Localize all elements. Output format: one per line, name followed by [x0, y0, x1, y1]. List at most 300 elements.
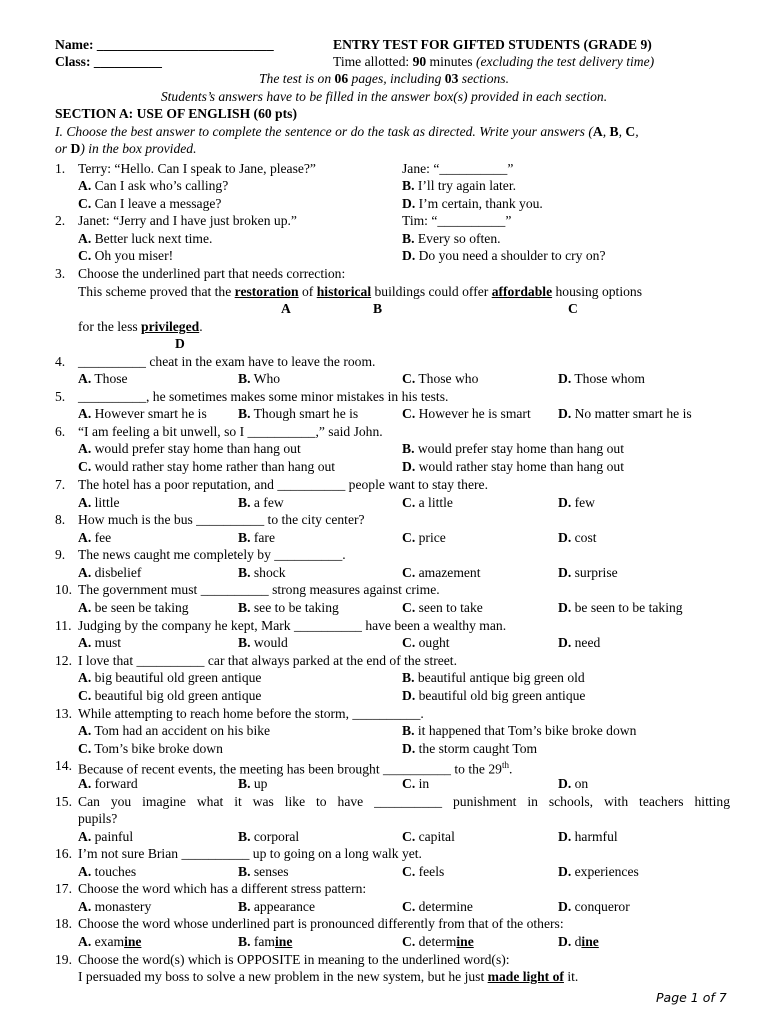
- text-segment: C.: [402, 829, 416, 844]
- text-column: [78, 933, 141, 950]
- text-segment: C.: [402, 776, 416, 791]
- text-column: [78, 177, 228, 194]
- text-column: [78, 634, 121, 651]
- text-column: [78, 388, 448, 405]
- text-line: [0, 70, 768, 87]
- text-segment: ,: [635, 124, 639, 139]
- text-segment: B.: [238, 600, 251, 615]
- text-segment: Better luck next time.: [91, 231, 213, 246]
- text-column: [402, 599, 483, 616]
- text-segment: A.: [78, 441, 92, 456]
- text-segment: price: [415, 530, 446, 545]
- text-segment: 9.: [55, 547, 66, 562]
- text-column: [558, 370, 645, 387]
- text-segment: C.: [78, 196, 92, 211]
- text-column: [78, 687, 261, 704]
- text-column: [402, 177, 516, 194]
- text-segment: d: [571, 934, 582, 949]
- text-segment: would: [250, 635, 288, 650]
- text-segment: D.: [402, 196, 416, 211]
- text-column: [238, 529, 275, 546]
- text-segment: see to be taking: [250, 600, 339, 615]
- text-column: [558, 529, 597, 546]
- text-column: [55, 546, 65, 563]
- text-column: [558, 405, 692, 422]
- text-segment: B.: [238, 406, 251, 421]
- text-segment: C: [568, 301, 578, 316]
- text-segment: D.: [558, 495, 572, 510]
- text-column: [78, 828, 133, 845]
- text-segment: 14.: [55, 758, 72, 773]
- text-column: [78, 705, 424, 722]
- text-segment: B.: [238, 776, 251, 791]
- text-column: [402, 740, 537, 757]
- text-column: [78, 722, 270, 739]
- text-segment: D.: [402, 688, 416, 703]
- text-segment: A: [281, 301, 291, 316]
- text-segment: determine: [415, 899, 473, 914]
- text-segment: D.: [558, 864, 572, 879]
- text-column: [55, 160, 65, 177]
- text-column: [78, 757, 512, 778]
- text-segment: C: [625, 124, 636, 139]
- text-column: [558, 599, 683, 616]
- text-segment: A.: [78, 371, 92, 386]
- text-segment: C.: [402, 530, 416, 545]
- text-column: [78, 617, 506, 634]
- text-segment: beautiful big old green antique: [91, 688, 262, 703]
- text-segment: Choose the word which has a different stress pattern:: [78, 881, 367, 896]
- text-segment: little: [91, 495, 120, 510]
- text-column: [558, 933, 599, 950]
- text-column: [78, 440, 301, 457]
- text-segment: The test is on: [259, 71, 335, 86]
- text-column: [78, 265, 345, 282]
- text-segment: B.: [238, 934, 251, 949]
- text-segment: D.: [402, 248, 416, 263]
- text-column: [78, 546, 346, 563]
- text-segment: must: [91, 635, 122, 650]
- text-column: [78, 529, 111, 546]
- text-segment: B.: [238, 829, 251, 844]
- text-column: [78, 195, 221, 212]
- text-column: [55, 388, 65, 405]
- text-segment: big beautiful old green antique: [91, 670, 262, 685]
- text-column: [373, 300, 382, 317]
- text-segment: I. Choose the best answer to complete the sentence or do the task as directed. Write your answers (: [55, 124, 593, 139]
- text-segment: ENTRY TEST FOR GIFTED STUDENTS (GRADE 9): [333, 37, 652, 52]
- text-segment: Those who: [415, 371, 479, 386]
- text-segment: B.: [238, 565, 251, 580]
- text-segment: monastery: [91, 899, 152, 914]
- text-segment: How much is the bus __________ to the city center?: [78, 512, 365, 527]
- text-column: [402, 898, 473, 915]
- text-column: [55, 476, 65, 493]
- text-segment: 2.: [55, 213, 66, 228]
- text-segment: D.: [558, 406, 572, 421]
- text-column: [55, 617, 72, 634]
- text-column: [78, 476, 488, 493]
- text-segment: C.: [402, 864, 416, 879]
- text-segment: beautiful antique big green old: [414, 670, 585, 685]
- text-column: [402, 722, 636, 739]
- text-column: [402, 195, 543, 212]
- text-segment: C.: [402, 406, 416, 421]
- text-segment: B.: [238, 864, 251, 879]
- text-segment: SECTION A: USE OF ENGLISH (60 pts): [55, 106, 297, 121]
- text-segment: Tom had an accident on his bike: [91, 723, 271, 738]
- text-column: [238, 863, 289, 880]
- text-column: [558, 564, 618, 581]
- text-segment: However smart he is: [91, 406, 207, 421]
- text-segment: on: [571, 776, 589, 791]
- text-segment: The news caught me completely by __________.: [78, 547, 346, 562]
- text-segment: A.: [78, 829, 92, 844]
- text-segment: 6.: [55, 424, 66, 439]
- text-segment: .: [199, 319, 203, 334]
- text-segment: D.: [558, 934, 572, 949]
- text-column: [558, 863, 639, 880]
- text-segment: C.: [78, 741, 92, 756]
- text-column: [55, 140, 196, 157]
- text-column: [78, 845, 422, 862]
- text-segment: Tim: “__________”: [402, 213, 512, 228]
- text-segment: C.: [78, 248, 92, 263]
- text-segment: A.: [78, 635, 92, 650]
- text-segment: cost: [571, 530, 597, 545]
- text-segment: seen to take: [415, 600, 483, 615]
- text-segment: Though smart he is: [250, 406, 359, 421]
- text-segment: Can you imagine what it was like to have __________ punishment in schools, with teachers hitting: [78, 794, 730, 809]
- text-segment: B.: [402, 723, 415, 738]
- text-segment: C.: [402, 899, 416, 914]
- text-column: [238, 775, 267, 792]
- text-segment: fare: [250, 530, 275, 545]
- text-segment: I persuaded my boss to solve a new problem in the new system, but he just: [78, 969, 488, 984]
- text-column: [78, 423, 383, 440]
- text-column: [55, 880, 72, 897]
- text-segment: A.: [78, 565, 92, 580]
- text-segment: D.: [558, 899, 572, 914]
- text-segment: a little: [415, 495, 453, 510]
- text-segment: ine: [456, 934, 474, 949]
- text-segment: senses: [250, 864, 289, 879]
- text-segment: for the less: [78, 319, 142, 334]
- text-segment: I’m not sure Brian __________ up to going on a long walk yet.: [78, 846, 422, 861]
- text-segment: B: [373, 301, 383, 316]
- text-segment: “I am feeling a bit unwell, so I __________,” said John.: [78, 424, 383, 439]
- text-column: [78, 863, 136, 880]
- text-segment: ,: [602, 124, 610, 139]
- text-segment: B.: [402, 670, 415, 685]
- text-segment: Choose the underlined part that needs correction:: [78, 266, 346, 281]
- text-column: [402, 440, 624, 457]
- text-column: [78, 405, 207, 422]
- text-segment: 11.: [55, 618, 72, 633]
- text-column: [55, 845, 72, 862]
- text-segment: feels: [415, 864, 445, 879]
- text-column: [78, 370, 128, 387]
- text-column: [558, 634, 600, 651]
- text-segment: it happened that Tom’s bike broke down: [414, 723, 637, 738]
- text-segment: shock: [250, 565, 286, 580]
- text-segment: Janet: “Jerry and I have just broken up.”: [78, 213, 297, 228]
- text-segment: fee: [91, 530, 112, 545]
- text-segment: Choose the word whose underlined part is pronounced differently from that of the others:: [78, 916, 564, 931]
- text-column: [78, 968, 578, 985]
- text-segment: would rather stay home rather than hang out: [91, 459, 336, 474]
- text-segment: I’m certain, thank you.: [415, 196, 543, 211]
- text-column: [402, 370, 478, 387]
- text-segment: Oh you miser!: [91, 248, 174, 263]
- text-column: [55, 511, 65, 528]
- text-column: [55, 423, 65, 440]
- text-segment: C.: [78, 459, 92, 474]
- text-segment: A: [592, 124, 603, 139]
- text-segment: A.: [78, 670, 92, 685]
- text-column: [78, 247, 173, 264]
- text-segment: 15.: [55, 794, 72, 809]
- text-segment: A.: [78, 723, 92, 738]
- text-segment: B: [609, 124, 619, 139]
- text-segment: Tom’s bike broke down: [91, 741, 223, 756]
- text-segment: disbelief: [91, 565, 142, 580]
- text-segment: B.: [238, 635, 251, 650]
- text-segment: A.: [78, 600, 92, 615]
- text-segment: 16.: [55, 846, 72, 861]
- text-segment: affordable: [491, 284, 553, 299]
- text-segment: 7.: [55, 477, 66, 492]
- text-segment: fam: [250, 934, 276, 949]
- text-column: [558, 828, 618, 845]
- text-segment: restoration: [234, 284, 299, 299]
- text-column: [78, 915, 564, 932]
- text-segment: D.: [558, 600, 572, 615]
- text-segment: housing options: [552, 284, 642, 299]
- text-column: [55, 353, 65, 370]
- text-segment: D.: [558, 371, 572, 386]
- text-segment: need: [571, 635, 601, 650]
- text-segment: touches: [91, 864, 137, 879]
- text-segment: While attempting to reach home before the storm, __________.: [78, 706, 424, 721]
- text-segment: Who: [250, 371, 281, 386]
- text-column: [55, 951, 72, 968]
- text-segment: __________ cheat in the exam have to leave the room.: [78, 354, 376, 369]
- text-segment: ine: [275, 934, 293, 949]
- text-segment: be seen be taking: [91, 600, 189, 615]
- text-column: [78, 160, 316, 177]
- text-segment: 90: [412, 54, 427, 69]
- text-segment: The hotel has a poor reputation, and __________ people want to stay there.: [78, 477, 488, 492]
- text-column: [55, 705, 72, 722]
- text-segment: B.: [402, 178, 415, 193]
- text-column: [55, 105, 297, 122]
- text-column: [55, 757, 72, 774]
- text-segment: Choose the word(s) which is OPPOSITE in meaning to the underlined word(s):: [78, 952, 510, 967]
- text-segment: Time allotted:: [333, 54, 413, 69]
- text-segment: A.: [78, 864, 92, 879]
- text-column: [78, 898, 151, 915]
- text-segment: 1.: [55, 161, 66, 176]
- text-column: [78, 951, 510, 968]
- text-segment: of: [298, 284, 317, 299]
- text-column: [402, 564, 481, 581]
- text-column: [78, 740, 223, 757]
- text-segment: The government must __________ strong measures against crime.: [78, 582, 440, 597]
- text-segment: harmful: [571, 829, 618, 844]
- text-segment: A.: [78, 530, 92, 545]
- text-segment: Those: [91, 371, 128, 386]
- text-column: [238, 933, 292, 950]
- text-column: [558, 775, 588, 792]
- text-segment: 18.: [55, 916, 72, 931]
- text-column: [78, 793, 730, 810]
- text-segment: a few: [250, 495, 284, 510]
- text-segment: 3.: [55, 266, 66, 281]
- text-segment: determ: [415, 934, 457, 949]
- text-column: [238, 564, 286, 581]
- text-segment: No matter smart he is: [571, 406, 692, 421]
- text-column: [238, 494, 284, 511]
- text-column: [78, 353, 375, 370]
- text-column: [55, 581, 72, 598]
- text-segment: conqueror: [571, 899, 630, 914]
- text-column: [402, 247, 605, 264]
- text-segment: would rather stay home than hang out: [415, 459, 624, 474]
- text-segment: up: [250, 776, 268, 791]
- text-segment: B.: [402, 231, 415, 246]
- text-segment: ine: [581, 934, 599, 949]
- text-segment: made light of: [487, 969, 564, 984]
- text-column: [402, 160, 513, 177]
- text-segment: ine: [124, 934, 142, 949]
- text-column: [78, 775, 138, 792]
- text-segment: This scheme proved that the: [78, 284, 235, 299]
- text-column: [558, 494, 595, 511]
- page-number: Page 1 of 7: [656, 990, 727, 1005]
- text-segment: Jane: “__________”: [402, 161, 514, 176]
- text-segment: beautiful old big green antique: [415, 688, 586, 703]
- text-segment: B.: [238, 899, 251, 914]
- text-column: [78, 511, 365, 528]
- text-column: [55, 212, 65, 229]
- text-segment: privileged: [141, 319, 200, 334]
- text-segment: 13.: [55, 706, 72, 721]
- text-column: [568, 300, 578, 317]
- text-column: [55, 793, 72, 810]
- text-segment: A.: [78, 934, 92, 949]
- text-segment: D.: [558, 635, 572, 650]
- text-segment: experiences: [571, 864, 639, 879]
- text-segment: A.: [78, 406, 92, 421]
- text-segment: be seen to be taking: [571, 600, 683, 615]
- text-segment: pupils?: [78, 811, 118, 826]
- text-segment: A.: [78, 231, 92, 246]
- text-segment: Those whom: [571, 371, 645, 386]
- text-segment: (excluding the test delivery time): [476, 54, 655, 69]
- text-segment: Judging by the company he kept, Mark __________ have been a wealthy man.: [78, 618, 507, 633]
- text-segment: B.: [238, 530, 251, 545]
- text-segment: __________, he sometimes makes some minor mistakes in his tests.: [78, 389, 449, 404]
- text-column: [78, 652, 457, 669]
- text-segment: D.: [402, 741, 416, 756]
- text-segment: forward: [91, 776, 138, 791]
- text-segment: C.: [402, 635, 416, 650]
- text-segment: C.: [402, 495, 416, 510]
- text-segment: it.: [563, 969, 579, 984]
- text-column: [78, 283, 642, 300]
- text-column: [238, 828, 299, 845]
- text-segment: would prefer stay home than hang out: [414, 441, 624, 456]
- text-segment: C.: [402, 565, 416, 580]
- text-column: [55, 652, 72, 669]
- text-segment: few: [571, 495, 595, 510]
- text-segment: D: [70, 141, 81, 156]
- text-column: [402, 828, 455, 845]
- text-segment: Terry: “Hello. Can I speak to Jane, please?”: [78, 161, 316, 176]
- text-segment: 19.: [55, 952, 72, 967]
- text-segment: A.: [78, 495, 92, 510]
- text-segment: 10.: [55, 582, 72, 597]
- text-column: [402, 863, 444, 880]
- text-column: [238, 634, 288, 651]
- text-column: [78, 810, 117, 827]
- text-column: [78, 564, 141, 581]
- text-segment: ought: [415, 635, 450, 650]
- text-column: [402, 634, 450, 651]
- text-column: [55, 123, 639, 140]
- text-column: [55, 265, 65, 282]
- text-column: [238, 370, 280, 387]
- text-segment: or: [55, 141, 71, 156]
- text-segment: C.: [402, 371, 416, 386]
- text-segment: Class: __________: [55, 54, 162, 69]
- text-segment: corporal: [250, 829, 300, 844]
- text-column: [55, 915, 72, 932]
- text-segment: would prefer stay home than hang out: [91, 441, 301, 456]
- text-segment: the storm caught Tom: [415, 741, 538, 756]
- text-segment: D.: [558, 829, 572, 844]
- text-segment: D.: [558, 565, 572, 580]
- text-column: [402, 458, 624, 475]
- text-segment: D.: [558, 530, 572, 545]
- text-segment: D.: [402, 459, 416, 474]
- text-segment: in: [415, 776, 430, 791]
- text-column: [333, 53, 654, 70]
- text-column: [238, 898, 315, 915]
- text-segment: A.: [78, 178, 92, 193]
- text-line: [0, 88, 768, 105]
- text-segment: A.: [78, 776, 92, 791]
- text-segment: pages, including: [348, 71, 445, 86]
- text-column: [78, 669, 261, 686]
- text-segment: However he is smart: [415, 406, 531, 421]
- text-column: [78, 230, 212, 247]
- text-segment: 8.: [55, 512, 66, 527]
- text-segment: exam: [91, 934, 125, 949]
- text-column: [402, 494, 453, 511]
- text-segment: 12.: [55, 653, 72, 668]
- text-column: [175, 335, 185, 352]
- text-column: [558, 898, 630, 915]
- text-column: [78, 458, 335, 475]
- text-segment: 03: [444, 71, 459, 86]
- text-column: [402, 933, 474, 950]
- text-segment: historical: [316, 284, 372, 299]
- text-segment: B.: [402, 441, 415, 456]
- text-segment: 06: [334, 71, 349, 86]
- text-column: [402, 405, 531, 422]
